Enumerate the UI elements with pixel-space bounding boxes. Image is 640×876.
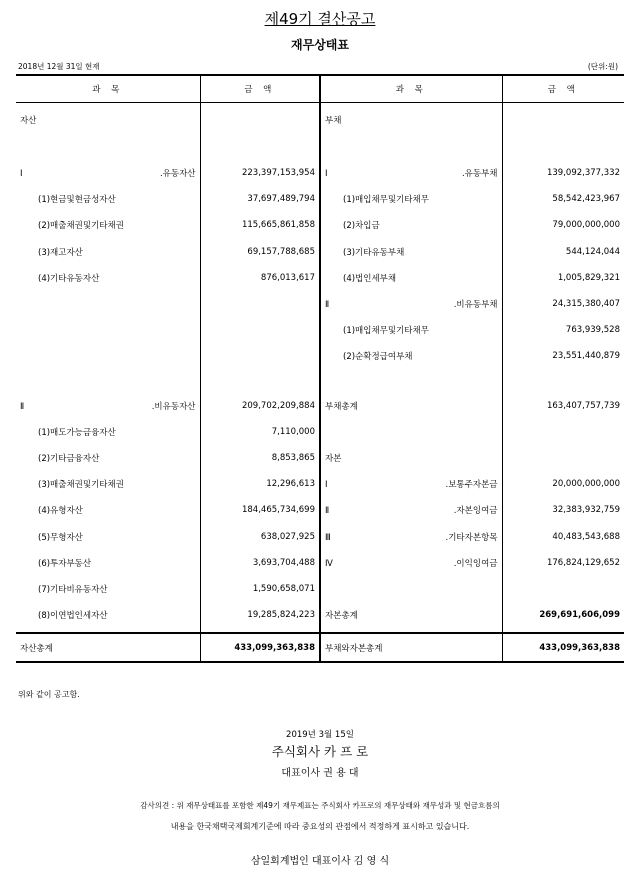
table-row xyxy=(16,602,624,628)
asset-item-label: (4)유형자산 xyxy=(38,506,83,517)
liability-item-label: (1)매입채무및기타채무 xyxy=(320,317,502,343)
asset-item-value: 12,296,613 xyxy=(200,471,320,497)
current-liabilities-value: 139,092,377,332 xyxy=(502,160,624,186)
equity-heading: 자본 xyxy=(320,445,502,471)
table-row xyxy=(16,393,624,419)
total-liab-equity-label: 부채와자본총계 xyxy=(320,633,502,662)
noncurrent-assets-value: 209,702,209,884 xyxy=(200,393,320,419)
noncurrent-liabilities-value: 24,315,380,407 xyxy=(502,291,624,317)
liability-item-value: 1,005,829,321 xyxy=(502,265,624,291)
auditor-name: 삼일회계법인 대표이사 김 영 식 xyxy=(250,856,390,867)
asset-item-value: 184,465,734,699 xyxy=(200,497,320,523)
asset-item-value: 19,285,824,223 xyxy=(200,602,320,628)
asset-item-label: (1)매도가능금융자산 xyxy=(38,427,116,438)
statement-title: 재무상태표 xyxy=(291,38,349,52)
audit-opinion-line2: 내용을 한국채택국제회계기준에 따라 중요성의 관점에서 적정하게 표시하고 있습니다. xyxy=(170,822,470,831)
current-assets-value: 223,397,153,954 xyxy=(200,160,320,186)
total-equity-label: 자본총계 xyxy=(320,602,502,628)
current-liabilities-label: Ⅰ.유동부채 xyxy=(320,160,502,186)
right-amount-header: 금 액 xyxy=(502,75,624,103)
asset-item-label: (3)매출채권및기타채권 xyxy=(38,480,124,491)
table-row xyxy=(16,445,624,471)
liability-item-value: 79,000,000,000 xyxy=(502,212,624,238)
table-row xyxy=(16,471,624,497)
table-row xyxy=(16,317,624,343)
total-liab-equity-value: 433,099,363,838 xyxy=(502,633,624,662)
asset-item-value: 1,590,658,071 xyxy=(200,576,320,602)
asset-item-value: 638,027,925 xyxy=(200,523,320,549)
equity-item-label: Ⅱ.자본잉여금 xyxy=(320,497,502,523)
total-assets-value: 433,099,363,838 xyxy=(200,633,320,662)
company-name: 주식회사 카 프 로 xyxy=(271,744,369,759)
equity-item-label: Ⅰ.보통주자본금 xyxy=(320,471,502,497)
asset-item-value: 115,665,861,858 xyxy=(200,212,320,238)
table-row xyxy=(16,523,624,549)
liability-item-label: (2)순확정급여부채 xyxy=(320,343,502,369)
balance-sheet-table xyxy=(16,74,624,663)
asset-item-value: 37,697,489,794 xyxy=(200,186,320,212)
unit-label: (단위:원) xyxy=(587,62,618,71)
liability-item-value: 58,542,423,967 xyxy=(502,186,624,212)
table-row xyxy=(16,103,624,138)
table-row xyxy=(16,497,624,523)
noncurrent-assets-label: Ⅱ.비유동자산 xyxy=(20,401,196,412)
left-amount-header: 금 액 xyxy=(200,75,320,103)
table-header-row xyxy=(16,75,624,103)
total-liabilities-value: 163,407,757,739 xyxy=(502,393,624,419)
table-row xyxy=(16,186,624,212)
notice-date: 2019년 3월 15일 xyxy=(286,730,354,740)
asset-item-value: 7,110,000 xyxy=(200,419,320,445)
equity-item-value: 40,483,543,688 xyxy=(502,523,624,549)
table-row xyxy=(16,550,624,576)
asset-item-label: (1)현금및현금성자산 xyxy=(38,195,116,206)
asset-item-value: 69,157,788,685 xyxy=(200,239,320,265)
equity-item-value: 176,824,129,652 xyxy=(502,550,624,576)
asset-item-label: (7)기타비유동자산 xyxy=(38,584,108,595)
table-row xyxy=(16,239,624,265)
table-row xyxy=(16,265,624,291)
table-row xyxy=(16,576,624,602)
current-assets-label: Ⅰ.유동자산 xyxy=(20,169,196,180)
liability-item-value: 23,551,440,879 xyxy=(502,343,624,369)
liability-item-value: 544,124,044 xyxy=(502,239,624,265)
asset-item-label: (3)재고자산 xyxy=(38,247,83,258)
left-item-header: 과 목 xyxy=(16,75,200,103)
statement-date: 2018년 12월 31일 현재 xyxy=(18,62,100,71)
table-row xyxy=(16,160,624,186)
audit-opinion-line1: 감사의견 : 위 재무상태표를 포함한 제49기 재무제표는 주식회사 카프로의 재무상태와 재무성과 및 현금흐름의 xyxy=(140,801,500,810)
right-item-header: 과 목 xyxy=(320,75,502,103)
total-row xyxy=(16,633,624,662)
notice-note: 위와 같이 공고함. xyxy=(18,690,80,699)
ceo-name: 대표이사 권 용 대 xyxy=(281,768,359,779)
equity-item-label: Ⅲ.기타자본항목 xyxy=(320,523,502,549)
asset-item-label: (2)기타금융자산 xyxy=(38,453,100,464)
notice-title: 제49기 결산공고 xyxy=(264,10,376,28)
asset-item-value: 8,853,865 xyxy=(200,445,320,471)
total-assets-label: 자산총계 xyxy=(16,633,200,662)
liability-item-label: (4)법인세부채 xyxy=(320,265,502,291)
table-row xyxy=(16,419,624,445)
table-row xyxy=(16,291,624,317)
asset-item-value: 876,013,617 xyxy=(200,265,320,291)
liability-item-label: (3)기타유동부채 xyxy=(320,239,502,265)
table-row xyxy=(16,212,624,238)
asset-item-value: 3,693,704,488 xyxy=(200,550,320,576)
equity-item-value: 32,383,932,759 xyxy=(502,497,624,523)
asset-item-label: (2)매출채권및기타채권 xyxy=(38,221,124,232)
asset-item-label: (8)이연법인세자산 xyxy=(38,611,108,622)
equity-item-label: Ⅳ.이익잉여금 xyxy=(320,550,502,576)
asset-item-label: (5)무형자산 xyxy=(38,532,83,543)
liability-item-label: (1)매입채무및기타채무 xyxy=(320,186,502,212)
noncurrent-liabilities-label: Ⅱ.비유동부채 xyxy=(320,291,502,317)
equity-item-value: 20,000,000,000 xyxy=(502,471,624,497)
table-row xyxy=(16,343,624,369)
liability-item-label: (2)차입금 xyxy=(320,212,502,238)
liability-item-value: 763,939,528 xyxy=(502,317,624,343)
total-liabilities-label: 부채총계 xyxy=(320,393,502,419)
total-equity-value: 269,691,606,099 xyxy=(502,602,624,628)
liabilities-heading: 부채 xyxy=(320,103,502,138)
asset-item-label: (6)투자부동산 xyxy=(38,558,92,569)
asset-item-label: (4)기타유동자산 xyxy=(38,273,100,284)
assets-heading: 자산 xyxy=(20,116,37,126)
